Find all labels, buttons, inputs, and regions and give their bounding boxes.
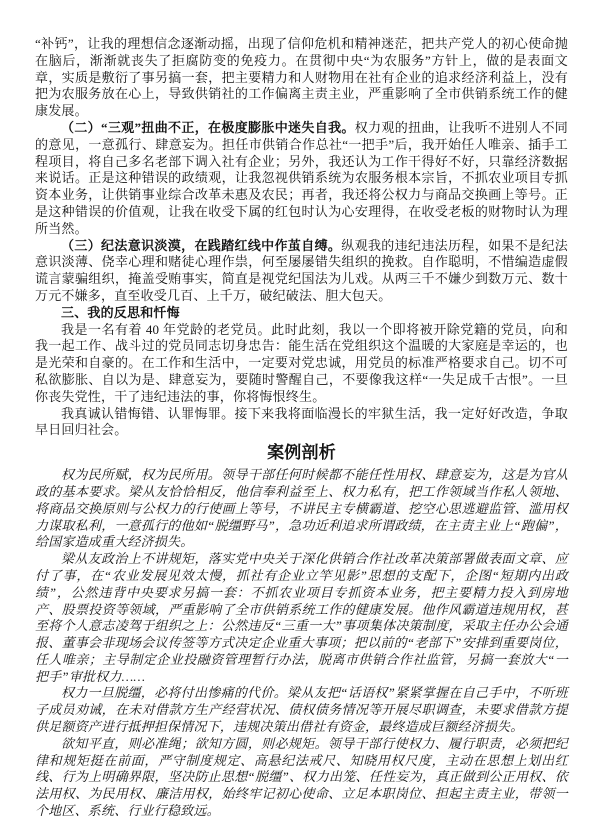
case-analysis-section [35,440,568,820]
analysis-paragraph-power-for-people: 权为民所赋，权为民所用。领导干部任何时候都不能任性用权、肆意妄为，这是为官从政的基本要求。梁从友恰恰相反，他信奉利益至上、权力私有，把工作领域当作私人领地、将商品交换原则与公权力的行使画上等号，不讲民主专横霸道、挖空心思逃避监管、滥用权力谋取私利，一意孤行的他如“脱缰野马”，急功近利追求所谓政绩，在主责主业上“跑偏”，给国家造成重大经济损失。 [35,467,568,550]
analysis-paragraph-conclusion: 欲知平直，则必准绳；欲知方圆，则必规矩。领导干部行使权力、履行职责，必须把纪律和规矩挺在前面，严守制度规定、高悬纪法戒尺、知晓用权尺度，主动在思想上划出红线、行为上明确界限，坚决防止思想“脱缰”、权力出笼、任性妄为，真正做到公正用权、依法用权、为民用权、廉洁用权，始终牢记初心使命、立足本职岗位、担起主责主业，带领一个地区、系统、行业行稳致远。 [35,735,568,819]
paragraph-ideals-continuation: “补钙”，让我的理想信念逐渐动摇，出现了信仰危机和精神迷茫，把共产党人的初心使命抛在脑后，渐渐就丧失了拒腐防变的免疫力。在贯彻中央“为农服务”方针上，做的是表面文章，实质是敷衍了事另搞一套，把主要精力和人财物用在社有企业的追求经济利益上，没有把为农服务放在心上，导致供销社的工作偏离主责主业，严重影响了全市供销系统工作的健康发展。 [35,36,568,119]
paragraph-three-views-lead: （二）“三观”扭曲不正，在极度膨胀中迷失自我。 [61,119,355,135]
paragraph-three-views [35,120,568,238]
paragraph-reflection: 我是一名有着 40 年党龄的老党员。此时此刻，我以一个即将被开除党籍的党员，向和我一起工作、战斗过的党员同志切身忠告：能生活在党组织这个温暖的大家庭是幸运的，也是光荣和自豪的。在工作和生活中，一定要对党忠诚，用党员的标准严格要求自己。切不可私欲膨胀、自以为是、肆意妄为，要随时警醒自己，不要像我这样“一失足成千古恨”。一旦你丧失党性，干了违纪违法的事，你将悔恨终生。 [35,321,568,404]
section-heading-reflection: 三、我的反思和忏悔 [61,304,180,320]
paragraph-discipline-law [35,238,568,305]
paragraph-discipline-law-body: 纵观我的违纪违法历程，如果不是纪法意识淡薄、侥幸心理和赌徒心理作祟，何至屡屡错失组织的挽救。自作聪明，不惜编造虚假谎言蒙骗组织，掩盖受贿事实，简直是视党纪国法为儿戏。从两三千不嫌少到数万元、数十万元不嫌多，直至收受几百、上千万，破纪破法、胆大包天。 [35,237,568,303]
confession-section [35,36,568,439]
case-analysis-title: 案例剖析 [267,443,336,463]
analysis-paragraph-political-rules: 梁从友政治上不讲规矩，落实党中央关于深化供销合作社改革决策部署做表面文章、应付了事，在“农业发展见效太慢，抓社有企业立竿见影”思想的支配下，企图“短期内出政绩”，公然违背中央要求另搞一套：不抓农业项目专抓资本业务，把主要精力投入到房地产、股票投资等领域，严重影响了全市供销系统工作的健康发展。他作风霸道违规用权，甚至将个人意志凌驾于组织之上：公然违反“三重一大”事项集体决策制度，采取主任办公会通报、董事会非现场会议传签等方式决定企业重大事项；把以前的“老部下”安排到重要岗位，任人唯亲；主导制定企业投融资管理暂行办法，脱离市供销合作社监管，另搞一套放大“一把手”审批权力…… [35,551,568,684]
paragraph-discipline-law-lead: （三）纪法意识淡漠，在践踏红线中作茧自缚。 [61,237,342,253]
paragraph-repentance: 我真诚认错悔错、认罪悔罪。接下来我将面临漫长的牢狱生活，我一定好好改造，争取早日回归社会。 [35,405,568,438]
paragraph-three-views-body: 权力观的扭曲，让我听不进别人不同的意见，一意孤行、肆意妄为。担任市供销合作总社“一把手”后，我开始任人唯亲、插手工程项目，将自己多名老部下调入社有企业；另外，我还认为工作干得好不好，只靠经济数据来说话。正是这种错误的政绩观，让我忽视供销系统为农服务根本宗旨，不抓农业项目专抓资本业务，让供销事业综合改革未惠及农民；再者，我还将公权力与商品交换画上等号。正是这种错误的价值观，让我在收受下属的红包时认为心安理得，在收受老板的财物时认为理所当然。 [35,119,568,236]
analysis-paragraph-unbridled-power: 权力一旦脱缰，必将付出惨痛的代价。梁从友把“话语权”紧紧掌握在自己手中，不听班子成员劝诫，在未对借款方生产经营状况、债权债务情况等开展尽职调查，未要求借款方提供足额资产进行抵押担保情况下，违规决策出借社有资金，最终造成巨额经济损失。 [35,685,568,735]
